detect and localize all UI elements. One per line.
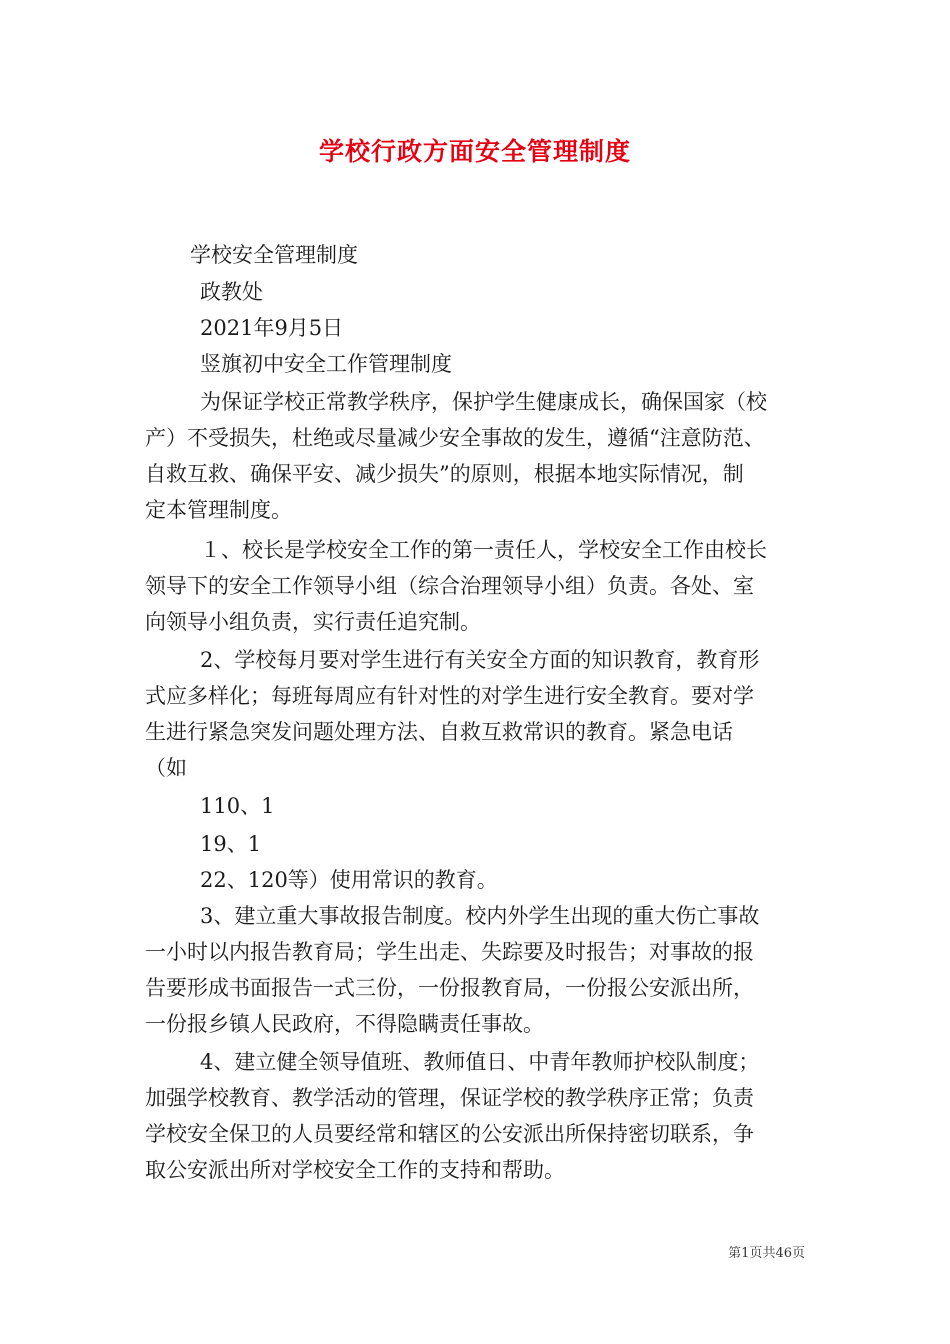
subtitle-line: 学校安全管理制度 bbox=[190, 243, 358, 267]
document-title: 学校行政方面安全管理制度 bbox=[318, 137, 631, 166]
paragraph-line: 4、建立健全领导值班、教师值日、中青年教师护校队制度； bbox=[200, 1050, 760, 1074]
paragraph-line: 一小时以内报告教育局；学生出走、失踪要及时报告；对事故的报 bbox=[145, 940, 754, 964]
paragraph-line: 为保证学校正常教学秩序，保护学生健康成长，确保国家（校 bbox=[200, 390, 767, 414]
paragraph-line: 加强学校教育、教学活动的管理，保证学校的教学秩序正常；负责 bbox=[145, 1086, 754, 1110]
paragraph-line: 领导下的安全工作领导小组（综合治理领导小组）负责。各处、室 bbox=[145, 574, 754, 598]
paragraph-line: 生进行紧急突发问题处理方法、自救互救常识的教育。紧急电话 bbox=[145, 720, 733, 744]
paragraph-line: 一份报乡镇人民政府，不得隐瞒责任事故。 bbox=[145, 1012, 544, 1036]
paragraph-line: 19、1 bbox=[200, 832, 262, 856]
paragraph-line: 向领导小组负责，实行责任追究制。 bbox=[145, 610, 481, 634]
paragraph-line: 3、建立重大事故报告制度。校内外学生出现的重大伤亡事故 bbox=[200, 904, 760, 928]
paragraph-line: 学校安全保卫的人员要经常和辖区的公安派出所保持密切联系，争 bbox=[145, 1122, 754, 1146]
paragraph-line: 自救互救、确保平安、减少损失”的原则，根据本地实际情况，制 bbox=[145, 462, 744, 486]
paragraph-line: 定本管理制度。 bbox=[145, 498, 292, 522]
paragraph-line: 2、学校每月要对学生进行有关安全方面的知识教育，教育形 bbox=[200, 648, 760, 672]
paragraph-line: 产）不受损失，杜绝或尽量减少安全事故的发生，遵循“注意防范、 bbox=[145, 426, 765, 450]
paragraph-line: （如 bbox=[145, 756, 187, 780]
paragraph-line: 22、120等）使用常识的教育。 bbox=[200, 868, 498, 892]
paragraph-line: 告要形成书面报告一式三份，一份报教育局，一份报公安派出所， bbox=[145, 976, 754, 1000]
paragraph-line: 取公安派出所对学校安全工作的支持和帮助。 bbox=[145, 1158, 565, 1182]
date-line: 2021年9月5日 bbox=[200, 316, 344, 340]
heading-line: 竖旗初中安全工作管理制度 bbox=[200, 352, 452, 376]
paragraph-line: １、校长是学校安全工作的第一责任人，学校安全工作由校长 bbox=[200, 538, 767, 562]
paragraph-line: 式应多样化；每班每周应有针对性的对学生进行安全教育。要对学 bbox=[145, 684, 754, 708]
department-line: 政教处 bbox=[200, 280, 263, 304]
page-number: 第1页共46页 bbox=[728, 1246, 805, 1261]
paragraph-line: 110、1 bbox=[200, 794, 275, 818]
